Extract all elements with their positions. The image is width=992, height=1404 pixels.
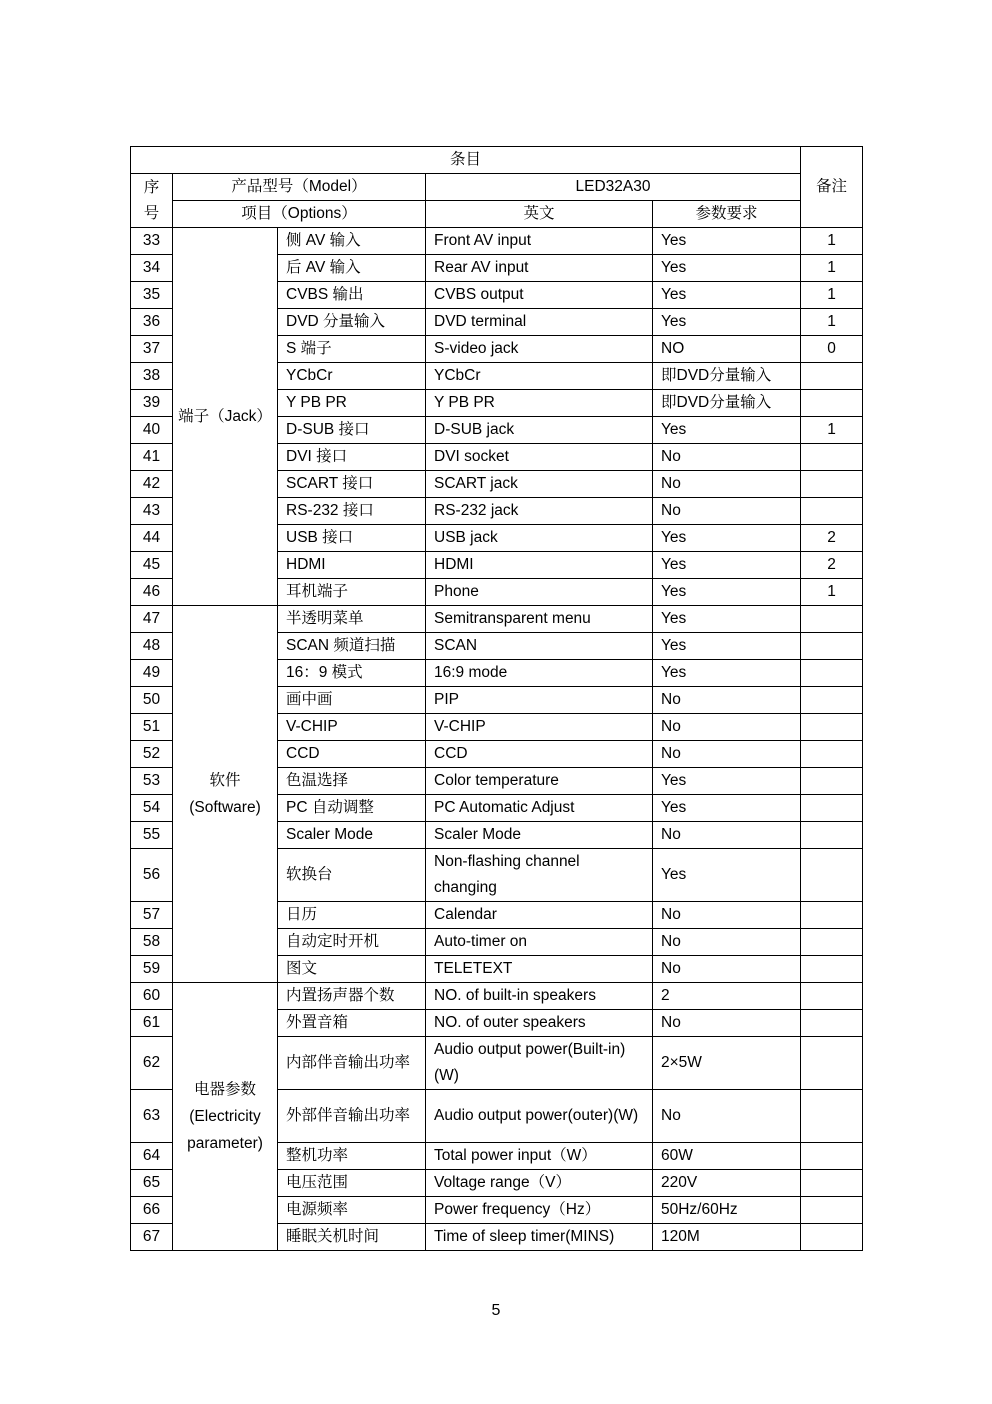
group-elec-en-1: (Electricity — [189, 1108, 261, 1125]
spec-table — [130, 146, 863, 1251]
remark-cell: 1 — [801, 309, 863, 336]
option-cell: 整机功率 — [278, 1143, 426, 1170]
group-electricity — [173, 983, 278, 1251]
table-row — [131, 983, 863, 1010]
english-cell: 16:9 mode — [426, 660, 653, 687]
option-cell: 日历 — [278, 902, 426, 929]
row-number: 40 — [131, 417, 173, 444]
requirement-cell: NO — [653, 336, 801, 363]
remark-cell — [801, 1224, 863, 1251]
requirement-cell: Yes — [653, 633, 801, 660]
english-cell: Rear AV input — [426, 255, 653, 282]
table-row — [131, 228, 863, 255]
row-number: 43 — [131, 498, 173, 525]
option-cell: PC 自动调整 — [278, 795, 426, 822]
option-cell: 软换台 — [278, 849, 426, 902]
english-cell: Audio output power(outer)(W) — [426, 1090, 653, 1143]
option-cell: 内部伴音输出功率 — [278, 1037, 426, 1090]
remark-header: 备注 — [801, 147, 863, 228]
remark-cell — [801, 606, 863, 633]
group-elec-en-2: parameter) — [187, 1135, 263, 1152]
english-cell: PIP — [426, 687, 653, 714]
remark-cell — [801, 363, 863, 390]
remark-cell: 0 — [801, 336, 863, 363]
row-number: 37 — [131, 336, 173, 363]
english-cell: CVBS output — [426, 282, 653, 309]
english-cell: USB jack — [426, 525, 653, 552]
remark-cell: 1 — [801, 255, 863, 282]
row-number: 62 — [131, 1037, 173, 1090]
remark-cell — [801, 741, 863, 768]
requirement-cell: Yes — [653, 282, 801, 309]
option-cell: CCD — [278, 741, 426, 768]
remark-cell — [801, 714, 863, 741]
english-cell: RS-232 jack — [426, 498, 653, 525]
option-cell: V-CHIP — [278, 714, 426, 741]
remark-cell: 2 — [801, 552, 863, 579]
requirement-cell: 2×5W — [653, 1037, 801, 1090]
english-cell: Total power input（W） — [426, 1143, 653, 1170]
option-cell: DVI 接口 — [278, 444, 426, 471]
english-cell: TELETEXT — [426, 956, 653, 983]
row-number: 64 — [131, 1143, 173, 1170]
option-cell: HDMI — [278, 552, 426, 579]
english-cell: Color temperature — [426, 768, 653, 795]
remark-cell — [801, 1197, 863, 1224]
row-number: 58 — [131, 929, 173, 956]
row-number: 51 — [131, 714, 173, 741]
remark-cell — [801, 795, 863, 822]
english-cell: NO. of outer speakers — [426, 1010, 653, 1037]
remark-cell — [801, 687, 863, 714]
english-cell: SCART jack — [426, 471, 653, 498]
requirement-cell: Yes — [653, 309, 801, 336]
requirement-cell: Yes — [653, 525, 801, 552]
requirement-cell: No — [653, 822, 801, 849]
remark-cell — [801, 444, 863, 471]
option-cell: SCART 接口 — [278, 471, 426, 498]
option-cell: 耳机端子 — [278, 579, 426, 606]
row-number: 42 — [131, 471, 173, 498]
option-cell: Y PB PR — [278, 390, 426, 417]
remark-cell — [801, 633, 863, 660]
requirement-cell: Yes — [653, 579, 801, 606]
row-number: 66 — [131, 1197, 173, 1224]
requirement-cell: Yes — [653, 552, 801, 579]
remark-cell: 1 — [801, 228, 863, 255]
row-number: 61 — [131, 1010, 173, 1037]
page-number: 5 — [491, 1302, 501, 1319]
english-cell: Audio output power(Built-in)(W) — [426, 1037, 653, 1090]
category-header: 条目 — [131, 147, 801, 174]
requirement-cell: No — [653, 1010, 801, 1037]
english-cell: YCbCr — [426, 363, 653, 390]
option-cell: 电压范围 — [278, 1170, 426, 1197]
english-cell: D-SUB jack — [426, 417, 653, 444]
header-row-3 — [131, 201, 863, 228]
english-cell: DVD terminal — [426, 309, 653, 336]
row-number: 34 — [131, 255, 173, 282]
remark-cell — [801, 471, 863, 498]
row-number: 49 — [131, 660, 173, 687]
english-cell: Auto-timer on — [426, 929, 653, 956]
remark-cell: 2 — [801, 525, 863, 552]
english-cell: Y PB PR — [426, 390, 653, 417]
option-cell: Scaler Mode — [278, 822, 426, 849]
option-cell: 后 AV 输入 — [278, 255, 426, 282]
requirement-cell: No — [653, 444, 801, 471]
english-cell: CCD — [426, 741, 653, 768]
requirement-header: 参数要求 — [653, 201, 801, 228]
option-cell: SCAN 频道扫描 — [278, 633, 426, 660]
row-number: 41 — [131, 444, 173, 471]
option-cell: DVD 分量输入 — [278, 309, 426, 336]
remark-cell — [801, 390, 863, 417]
options-header: 项目（Options） — [173, 201, 426, 228]
row-number: 36 — [131, 309, 173, 336]
header-row-2 — [131, 174, 863, 201]
option-cell: RS-232 接口 — [278, 498, 426, 525]
requirement-cell: 2 — [653, 983, 801, 1010]
english-cell: DVI socket — [426, 444, 653, 471]
requirement-cell: No — [653, 687, 801, 714]
remark-cell — [801, 1010, 863, 1037]
option-cell: 内置扬声器个数 — [278, 983, 426, 1010]
remark-cell — [801, 660, 863, 687]
remark-cell — [801, 768, 863, 795]
header-row-1 — [131, 147, 863, 174]
option-cell: D-SUB 接口 — [278, 417, 426, 444]
row-number: 53 — [131, 768, 173, 795]
requirement-cell: Yes — [653, 768, 801, 795]
option-cell: 自动定时开机 — [278, 929, 426, 956]
english-cell: Front AV input — [426, 228, 653, 255]
requirement-cell: Yes — [653, 606, 801, 633]
requirement-cell: Yes — [653, 255, 801, 282]
requirement-cell: No — [653, 714, 801, 741]
requirement-cell: Yes — [653, 849, 801, 902]
index-header-bottom: 号 — [143, 204, 160, 222]
row-number: 63 — [131, 1090, 173, 1143]
requirement-cell: No — [653, 1090, 801, 1143]
requirement-cell: No — [653, 498, 801, 525]
row-number: 56 — [131, 849, 173, 902]
remark-cell: 1 — [801, 417, 863, 444]
english-cell: Voltage range（V） — [426, 1170, 653, 1197]
english-cell: Non-flashing channel changing — [426, 849, 653, 902]
group-jack-label: 端子（Jack） — [178, 408, 272, 425]
english-cell: NO. of built-in speakers — [426, 983, 653, 1010]
remark-cell: 1 — [801, 579, 863, 606]
model-value: LED32A30 — [426, 174, 801, 201]
group-elec-cn: 电器参数 — [193, 1081, 256, 1098]
requirement-cell: 220V — [653, 1170, 801, 1197]
row-number: 57 — [131, 902, 173, 929]
row-number: 33 — [131, 228, 173, 255]
option-cell: 色温选择 — [278, 768, 426, 795]
option-cell: CVBS 输出 — [278, 282, 426, 309]
requirement-cell: Yes — [653, 228, 801, 255]
index-header — [131, 174, 173, 228]
requirement-cell: No — [653, 929, 801, 956]
row-number: 47 — [131, 606, 173, 633]
english-cell: Power frequency（Hz） — [426, 1197, 653, 1224]
remark-cell — [801, 1143, 863, 1170]
row-number: 67 — [131, 1224, 173, 1251]
remark-cell — [801, 1170, 863, 1197]
group-jack — [173, 228, 278, 606]
remark-cell — [801, 849, 863, 902]
requirement-cell: 60W — [653, 1143, 801, 1170]
english-cell: Phone — [426, 579, 653, 606]
remark-cell — [801, 956, 863, 983]
option-cell: 睡眠关机时间 — [278, 1224, 426, 1251]
english-cell: HDMI — [426, 552, 653, 579]
option-cell: 外置音箱 — [278, 1010, 426, 1037]
row-number: 46 — [131, 579, 173, 606]
english-cell: S-video jack — [426, 336, 653, 363]
row-number: 35 — [131, 282, 173, 309]
option-cell: 半透明菜单 — [278, 606, 426, 633]
requirement-cell: 即DVD分量输入 — [653, 390, 801, 417]
remark-cell — [801, 498, 863, 525]
row-number: 59 — [131, 956, 173, 983]
option-cell: 图文 — [278, 956, 426, 983]
table-row — [131, 606, 863, 633]
requirement-cell: No — [653, 471, 801, 498]
english-cell: SCAN — [426, 633, 653, 660]
remark-cell — [801, 983, 863, 1010]
option-cell: 外部伴音输出功率 — [278, 1090, 426, 1143]
row-number: 44 — [131, 525, 173, 552]
option-cell: 电源频率 — [278, 1197, 426, 1224]
requirement-cell: Yes — [653, 795, 801, 822]
requirement-cell: No — [653, 902, 801, 929]
remark-cell — [801, 1090, 863, 1143]
group-software-cn: 软件 — [209, 772, 241, 789]
english-cell: Scaler Mode — [426, 822, 653, 849]
group-software — [173, 606, 278, 983]
option-cell: 侧 AV 输入 — [278, 228, 426, 255]
option-cell: YCbCr — [278, 363, 426, 390]
remark-cell — [801, 1037, 863, 1090]
requirement-cell: Yes — [653, 417, 801, 444]
row-number: 50 — [131, 687, 173, 714]
english-header: 英文 — [426, 201, 653, 228]
requirement-cell: 120M — [653, 1224, 801, 1251]
row-number: 52 — [131, 741, 173, 768]
remark-cell — [801, 929, 863, 956]
row-number: 45 — [131, 552, 173, 579]
requirement-cell: No — [653, 741, 801, 768]
requirement-cell: 即DVD分量输入 — [653, 363, 801, 390]
requirement-cell: No — [653, 956, 801, 983]
index-header-top: 序 — [143, 178, 160, 196]
row-number: 55 — [131, 822, 173, 849]
english-cell: Semitransparent menu — [426, 606, 653, 633]
row-number: 60 — [131, 983, 173, 1010]
remark-cell — [801, 902, 863, 929]
model-label: 产品型号（Model） — [173, 174, 426, 201]
option-cell: USB 接口 — [278, 525, 426, 552]
row-number: 38 — [131, 363, 173, 390]
group-software-en: (Software) — [189, 799, 261, 816]
row-number: 65 — [131, 1170, 173, 1197]
row-number: 54 — [131, 795, 173, 822]
english-cell: Time of sleep timer(MINS) — [426, 1224, 653, 1251]
option-cell: 16：9 模式 — [278, 660, 426, 687]
remark-cell — [801, 822, 863, 849]
option-cell: 画中画 — [278, 687, 426, 714]
row-number: 48 — [131, 633, 173, 660]
english-cell: PC Automatic Adjust — [426, 795, 653, 822]
requirement-cell: Yes — [653, 660, 801, 687]
remark-cell: 1 — [801, 282, 863, 309]
row-number: 39 — [131, 390, 173, 417]
english-cell: Calendar — [426, 902, 653, 929]
option-cell: S 端子 — [278, 336, 426, 363]
english-cell: V-CHIP — [426, 714, 653, 741]
requirement-cell: 50Hz/60Hz — [653, 1197, 801, 1224]
